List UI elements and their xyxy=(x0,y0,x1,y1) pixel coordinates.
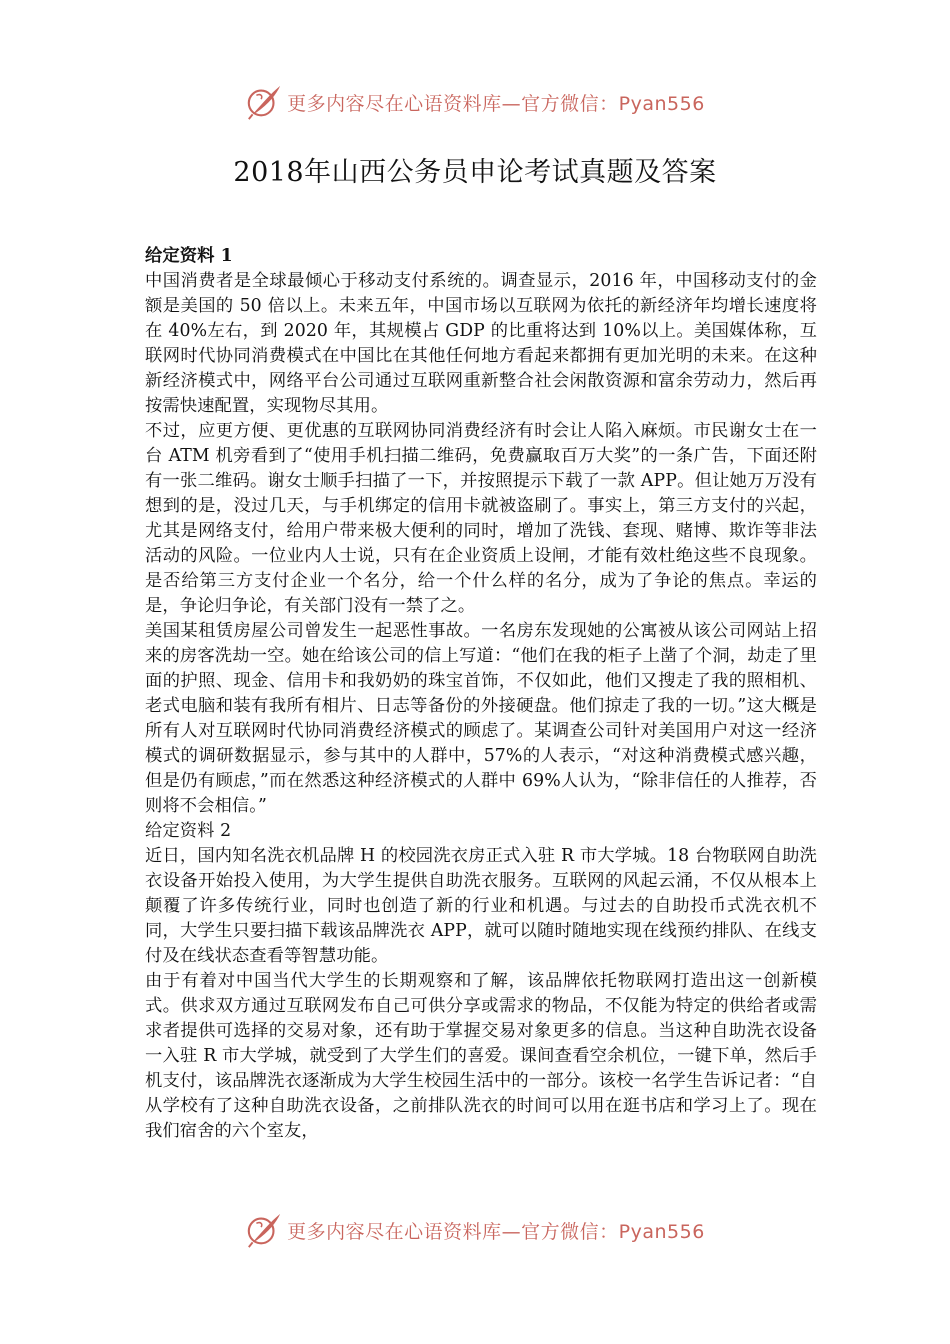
section-heading-1: 给定资料 1 xyxy=(145,246,233,266)
paragraph: 中国消费者是全球最倾心于移动支付系统的。调查显示，2016 年，中国移动支付的金额是美国的 50 倍以上。未来五年，中国市场以互联网为依托的新经济年均增长速度将在 40%左右，到 2020 年，其规模占 GDP 的比重将达到 10%以上。美国媒体称，互联网时代协同消费模式在中国比在其他任何地方看起来都拥有更加光明的未来。在这种新经济模式中，网络平台公司通过互联网重新整合社会闲散资源和富余劳动力，然后再按需快速配置，实现物尽其用。 xyxy=(145,271,817,416)
quill-pen-logo xyxy=(245,83,283,121)
paragraph: 由于有着对中国当代大学生的长期观察和了解，该品牌依托物联网打造出这一创新模式。供求双方通过互联网发布自己可供分享或需求的物品，不仅能为特定的供给者或需求者提供可选择的交易对象，还有助于掌握交易对象更多的信息。当这种自助洗衣设备一入驻 R 市大学城，就受到了大学生们的喜爱。课间查看空余机位，一键下单，然后手机支付，该品牌洗衣逐渐成为大学生校园生活中的一部分。该校一名学生告诉记者：“自从学校有了这种自助洗衣设备，之前排队洗衣的时间可以用在逛书店和学习上了。现在我们宿舍的六个室友， xyxy=(145,971,817,1141)
document-title: 2018年山西公务员申论考试真题及答案 xyxy=(233,157,717,188)
footer-banner xyxy=(0,1210,950,1250)
paragraph: 美国某租赁房屋公司曾发生一起恶性事故。一名房东发现她的公寓被从该公司网站上招来的房客洗劫一空。她在给该公司的信上写道：“他们在我的柜子上凿了个洞，劫走了里面的护照、现金、信用卡和我奶奶的珠宝首饰，不仅如此，他们又搜走了我的照相机、老式电脑和装有我所有相片、日志等备份的外接硬盘。他们掠走了我的一切。”这大概是所有人对互联网时代协同消费经济模式的顾虑了。某调查公司针对美国用户对这一经济模式的调研数据显示，参与其中的人群中，57%的人表示，“对这种消费模式感兴趣，但是仍有顾虑，”而在然悉这种经济模式的人群中 69%人认为，“除非信任的人推荐，否则将不会相信。” xyxy=(145,621,817,816)
paragraph: 不过，应更方便、更优惠的互联网协同消费经济有时会让人陷入麻烦。市民谢女士在一台 ATM 机旁看到了“使用手机扫描二维码，免费赢取百万大奖”的一条广告，下面还附有一张二维码。谢女士顺手扫描了一下，并按照提示下载了一款 APP。但让她万万没有想到的是，没过几天，与手机绑定的信用卡就被盗刷了。事实上，第三方支付的兴起，尤其是网络支付，给用户带来极大便利的同时，增加了洗钱、套现、赌博、欺诈等非法活动的风险。一位业内人士说，只有在企业资质上设闸，才能有效杜绝这些不良现象。是否给第三方支付企业一个名分，给一个什么样的名分，成为了争论的焦点。幸运的是，争论归争论，有关部门没有一禁了之。 xyxy=(145,421,817,616)
header-banner xyxy=(0,82,950,122)
quill-pen-logo xyxy=(245,1211,283,1249)
document-body xyxy=(145,244,817,1144)
paragraph: 近日，国内知名洗衣机品牌 H 的校园洗衣房正式入驻 R 市大学城。18 台物联网自助洗衣设备开始投入使用，为大学生提供自助洗衣服务。互联网的风起云涌，不仅从根本上颠覆了许多传统行业，同时也创造了新的行业和机遇。与过去的自助投币式洗衣机不同，大学生只要扫描下载该品牌洗衣 APP，就可以随时随地实现在线预约排队、在线支付及在线状态查看等智慧功能。 xyxy=(145,846,817,966)
footer-banner-text: 更多内容尽在心语资料库—官方微信：Pyan556 xyxy=(287,1220,705,1243)
header-banner-text: 更多内容尽在心语资料库—官方微信：Pyan556 xyxy=(287,92,705,115)
section-heading-2: 给定资料 2 xyxy=(145,821,232,841)
